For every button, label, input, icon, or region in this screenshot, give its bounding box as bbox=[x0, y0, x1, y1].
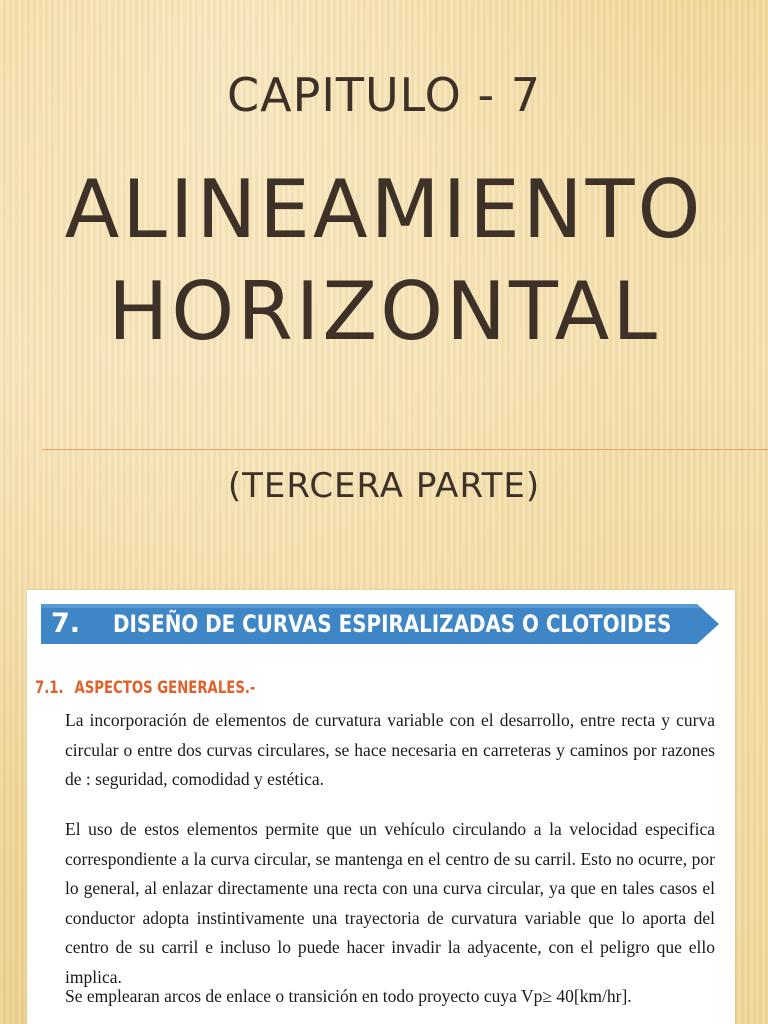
paragraph-3: Se emplearan arcos de enlace o transición en todo proyecto cuya Vp≥ 40[km/hr]. bbox=[65, 986, 632, 1006]
chapter-label: CAPITULO - 7 bbox=[227, 68, 541, 122]
document-excerpt bbox=[27, 590, 735, 1024]
section-banner bbox=[41, 602, 721, 646]
paragraph-2: El uso de estos elementos permite que un vehículo circulando a la velocidad especifica correspondiente a la curva circular, se mantenga en el centro de su carril. Esto no ocurre, por lo general, al enlazar directamente una recta con una curva circular, ya que en tales casos el conductor adopta instintivamente una trayectoria de curvatura variable que lo aporta del centro de su carril e incluso lo puede hacer invadir la adyacente, con el peligro que ello implica. bbox=[65, 819, 715, 987]
slide-title-line-2: HORIZONTAL bbox=[108, 265, 660, 358]
section-number: 7.1. bbox=[35, 678, 64, 698]
section-title: ASPECTOS GENERALES.- bbox=[74, 678, 256, 698]
title-divider bbox=[42, 449, 768, 450]
section-heading bbox=[35, 678, 255, 698]
slide-title-line-1: ALINEAMIENTO bbox=[64, 163, 704, 256]
banner-number: 7. bbox=[51, 608, 81, 639]
banner-title: DISEÑO DE CURVAS ESPIRALIZADAS O CLOTOIDES bbox=[113, 610, 672, 638]
paragraph-1: La incorporación de elementos de curvatura variable con el desarrollo, entre recta y curva circular o entre dos curvas circulares, se hace necesaria en carreteras y caminos por razones de : seguridad, comodidad y estética. bbox=[65, 710, 715, 789]
slide-subtitle: (TERCERA PARTE) bbox=[227, 466, 541, 506]
